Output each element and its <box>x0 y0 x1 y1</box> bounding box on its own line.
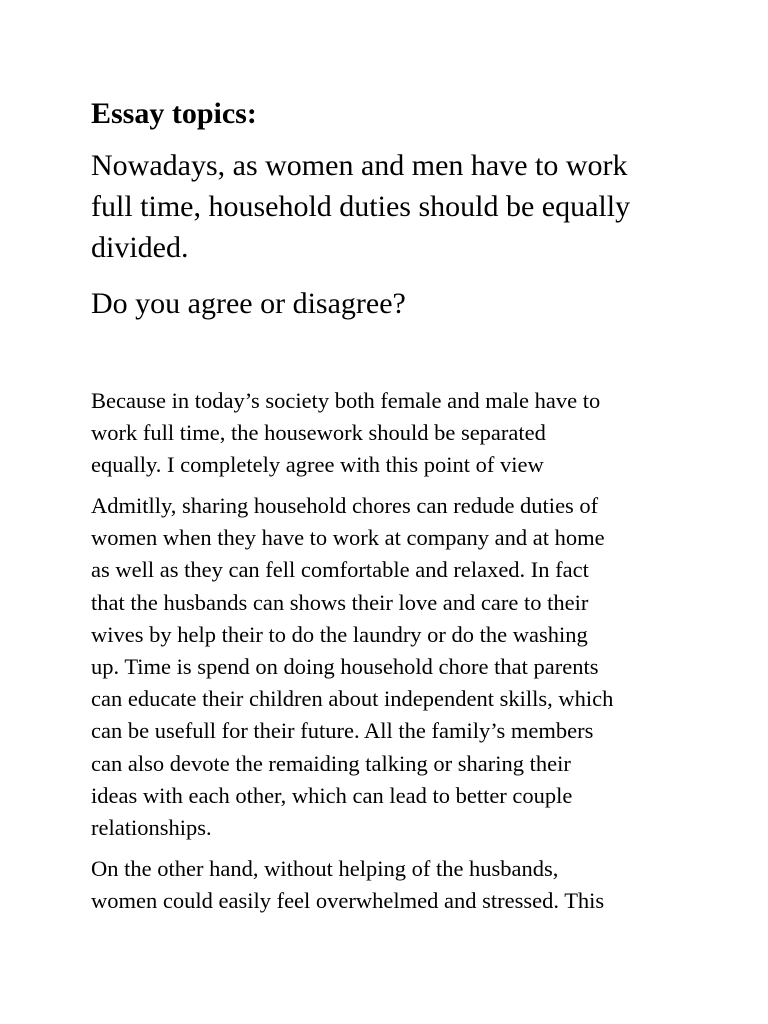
paragraph-line: can also devote the remaiding talking or sharing their <box>91 750 571 776</box>
topic-line: full time, household duties should be equally <box>91 190 631 223</box>
essay-heading: Essay topics: <box>91 97 257 130</box>
paragraph-line: work full time, the housework should be separated <box>91 420 546 446</box>
essay-paragraph-counterpoint <box>91 853 711 917</box>
paragraph-line: On the other hand, without helping of the husbands, <box>91 856 559 881</box>
paragraph-line: that the husbands can shows their love and care to their <box>91 589 589 615</box>
paragraph-line: wives by help their to do the laundry or do the washing <box>91 621 588 647</box>
essay-paragraph-body <box>91 490 711 844</box>
topic-question: Do you agree or disagree? <box>91 287 406 320</box>
paragraph-line: relationships. <box>91 815 212 841</box>
paragraph-line: up. Time is spend on doing household chore that parents <box>91 654 599 680</box>
topic-line: divided. <box>91 231 189 264</box>
paragraph-line: ideas with each other, which can lead to better couple <box>91 782 573 808</box>
paragraph-line: Admitlly, sharing household chores can redude duties of <box>91 493 599 518</box>
paragraph-line: equally. I completely agree with this point of view <box>91 452 544 478</box>
paragraph-line: Because in today’s society both female and male have to <box>91 388 601 413</box>
topic-statement <box>91 145 711 268</box>
topic-line: Nowadays, as women and men have to work <box>91 149 628 182</box>
paragraph-line: as well as they can fell comfortable and relaxed. In fact <box>91 557 589 583</box>
paragraph-line: women when they have to work at company and at home <box>91 525 605 551</box>
paragraph-line: can be usefull for their future. All the family’s members <box>91 718 594 744</box>
essay-paragraph-intro <box>91 385 711 482</box>
paragraph-line: can educate their children about independent skills, which <box>91 686 614 712</box>
paragraph-line: women could easily feel overwhelmed and stressed. This <box>91 888 605 914</box>
